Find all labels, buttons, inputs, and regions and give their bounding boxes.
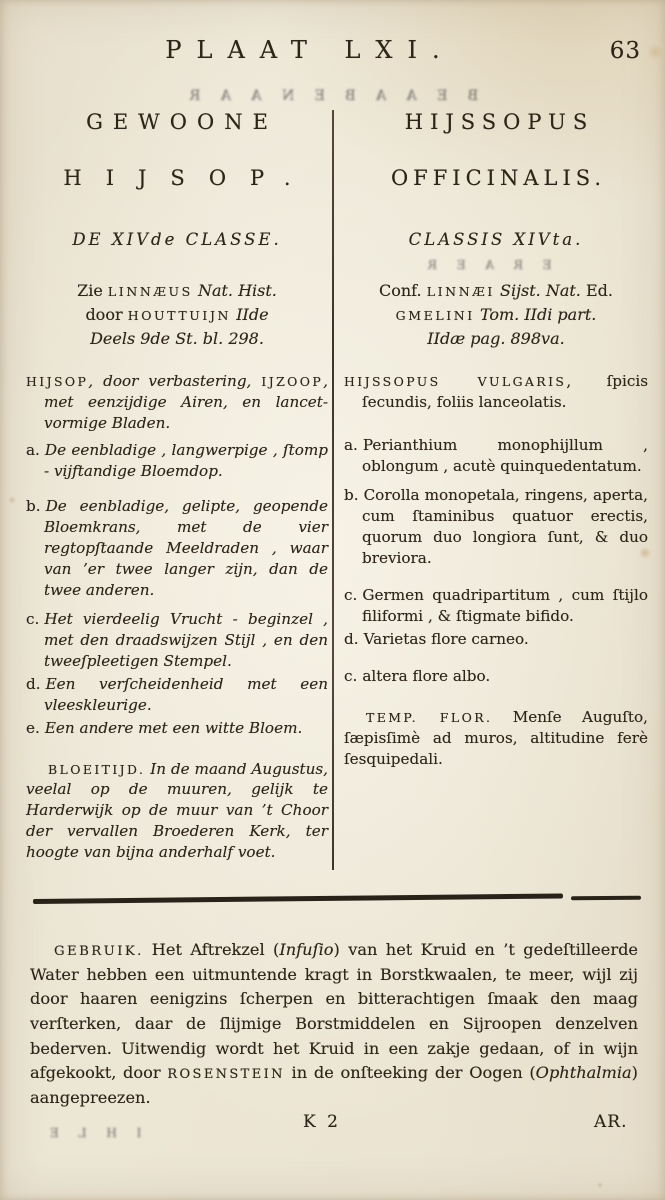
citation-line: IIdæ pag. 898va. (427, 329, 565, 348)
citation-line (26, 279, 328, 303)
citation-latin (344, 279, 648, 351)
latin-title-line2: OFFICINALIS. (390, 166, 607, 190)
edition-ref: Ed. (585, 281, 613, 300)
page-number: 63 (609, 38, 641, 64)
feature-item (26, 609, 328, 672)
item-label: d. (344, 629, 359, 648)
catchword: AR. (594, 1112, 628, 1132)
item-label: b. (344, 485, 359, 504)
item-text: De eenbladige , langwerpige , ſtomp - vijftandige Bloemdop. (44, 440, 328, 480)
bleedthrough-ghost-text: B E A A B E N A A R (181, 88, 479, 104)
bloom-time-paragraph-latin (344, 707, 648, 770)
item-label: c. (344, 666, 358, 685)
citation-line: Deels 9de St. bl. 298. (90, 329, 264, 348)
citation-line (344, 279, 648, 303)
section-divider-rule (33, 893, 563, 903)
bloom-lead: BLOEITIJD. (48, 761, 146, 777)
bloom-time-paragraph-dutch (26, 759, 328, 864)
feature-item (344, 666, 648, 687)
item-text: Corolla monopetala, ringens, aperta, cum ſtaminibus quatuor erectis, quorum duo longiora ſunt, & duo breviora. (362, 485, 648, 567)
citation-line (344, 303, 648, 327)
volume-ref: IIde (236, 305, 269, 324)
feature-item (26, 674, 328, 716)
species-paragraph-dutch (26, 371, 328, 434)
dutch-title-line1: GEWOONE (86, 110, 278, 134)
work-title: Sijst. Nat. (499, 281, 581, 300)
species-text: , door verbastering, (88, 372, 262, 390)
species-synonym: IJZOOP (261, 374, 324, 389)
species-text: , ſpicis ſecundis, foliis lanceolatis. (362, 372, 648, 411)
feature-item (344, 435, 648, 477)
item-label: c. (344, 585, 358, 604)
item-label: e. (26, 718, 40, 737)
citation-dutch (26, 279, 328, 351)
usage-text: ) aangepreezen. (30, 1063, 638, 1107)
feature-item (344, 629, 648, 650)
class-line-latin: CLASSIS XIVta. (408, 230, 584, 249)
section-divider-rule-segment (571, 896, 641, 900)
item-label: d. (26, 674, 41, 693)
feature-item (26, 440, 328, 482)
latin-term: Ophthalmia (535, 1063, 632, 1083)
citation-line (26, 303, 328, 327)
species-paragraph-latin (344, 371, 648, 413)
dutch-column (26, 98, 328, 863)
feature-item (344, 585, 648, 627)
bloom-lead: TEMP. FLOR. (366, 709, 493, 725)
usage-text: Het Aftrekzel ( (151, 940, 280, 959)
class-line-dutch: DE XIVde CLASSE. (72, 230, 282, 249)
species-text: , met eenzijdige Airen, en lancet-vormige Bladen. (44, 372, 328, 432)
item-text: altera flore albo. (362, 666, 491, 685)
latin-column (344, 98, 648, 770)
volume-ref: Tom. IIdi part. (479, 305, 597, 324)
item-text: De eenbladige, gelipte, geopende Bloemkrans, met de vier regtopſtaande Meeldraden , waar van ’er twee langer zijn, dan de twee anderen. (44, 496, 328, 599)
bleedthrough-ghost-text: E R A E R (420, 258, 552, 272)
usage-text: ) van het Kruid en ’t gedeſtilleerde Water hebben een uitmuntende kragt in Borstkwaalen, te meer, wijl zij door haaren eenigzins ſcherpen en bitterachtigen ſmaak den maag verſterken, daar de ſlijmige Borstmiddelen en Sijroopen denzelven bederven. Uitwendig wordt het Kruid in een zakje gedaan, of in wijn afgekookt, door (30, 940, 639, 1083)
feature-item (344, 485, 648, 569)
work-title: Nat. Hist. (197, 281, 277, 300)
signature-mark: K 2 (303, 1112, 341, 1132)
feature-item (26, 496, 328, 601)
item-label: c. (26, 609, 40, 628)
editor-name: GMELINI (395, 308, 475, 323)
citation-word: door (85, 305, 123, 324)
usage-lead: GEBRUIK. (54, 944, 144, 959)
citation-word: Conf. (379, 281, 422, 300)
authority-name: ROSENSTEIN (167, 1067, 285, 1083)
bloom-text: In de maand Augustus, veelal op de muuren, gelijk te Harderwijk op de muur van ’t Choor der vervallen Broederen Kerk, ter hoogte van bijna anderhalf voet. (26, 759, 329, 862)
latin-term: Infuſio (279, 940, 334, 959)
bloom-text: Menſe Auguſto, ſæpisſimè ad muros, altitudine ferè ſesquipedali. (344, 707, 648, 768)
item-label: a. (26, 440, 40, 459)
usage-text: in de onſteeking der Oogen ( (284, 1063, 536, 1083)
item-text: Een andere met een witte Bloem. (44, 718, 303, 737)
item-text: Het vierdeelig Vrucht - beginzel , met den draadswijzen Stijl , en den tweeſpleetigen Stempel. (44, 609, 328, 670)
citation-word: Zie (77, 281, 103, 300)
author-name: LINNÆI (426, 284, 495, 299)
latin-title-line1: HIJSSOPUS (404, 110, 595, 134)
usage-paragraph (30, 938, 638, 1110)
plate-title: PLAAT LXI. (165, 36, 455, 64)
author-name: LINNÆUS (107, 284, 193, 299)
species-name: HIJSOP (26, 374, 89, 389)
item-label: b. (26, 496, 41, 515)
bleedthrough-ghost-text: I H L E (42, 1126, 142, 1140)
editor-name: HOUTTUIJN (127, 308, 232, 323)
item-label: a. (344, 435, 358, 454)
column-divider-rule (332, 110, 334, 870)
species-name: HIJSSOPUS VULGARIS (344, 374, 567, 389)
feature-item (26, 718, 328, 739)
item-text: Perianthium monophijllum , oblongum , acutè quinquedentatum. (362, 435, 648, 475)
item-text: Varietas flore carneo. (363, 629, 529, 648)
dutch-title-line2: HIJSOP. (63, 166, 315, 190)
item-text: Een verſcheidenheid met een vleeskleurige. (44, 674, 328, 714)
item-text: Germen quadripartitum , cum ſtijlo filiformi , & ſtigmate bifido. (362, 585, 648, 625)
